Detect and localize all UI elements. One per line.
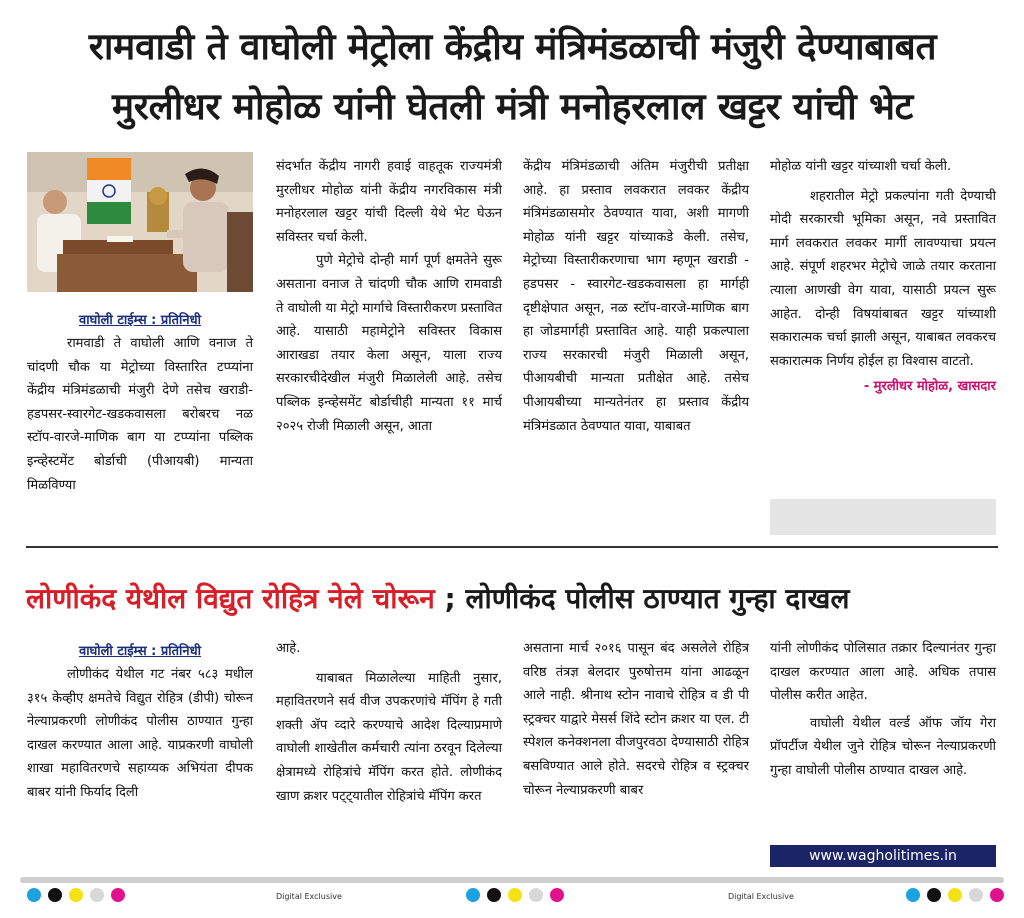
article1-col3-paragraph: केंद्रीय मंत्रिमंडळाची अंतिम मंजुरीची प्रतीक्षा आहे. हा प्रस्ताव लवकरात लवकर केंद्रीय मंत्रिमंडळासमोर ठेवण्यात यावा, अशी मागणी मोहोळ यांनी खट्टर यांच्याकडे केली. तसेच, मेट्रोच्या विस्तारीकरणाचा भाग म्हणून खराडी - हडपसर - स्वारगेट-खडकवासला हा मार्गही दृष्टीक्षेपात असून, नळ स्टॉप-वारजे-माणिक बाग हा जोडमार्गही प्रस्तावित आहे. याही प्रकल्पाला राज्य सरकारची मंजुरी मिळाली असून, पीआयबीची मान्यता प्रतीक्षेत आहे. तसेच पीआयबीच्या मान्यतेनंतर हा प्रस्ताव केंद्रीय मंत्रिमंडळात ठेवण्यात यावा, याबाबत bbox=[523, 159, 749, 434]
article1-col2-paragraph-1: संदर्भात केंद्रीय नागरी हवाई वाहतूक राज्यमंत्री मुरलीधर मोहोळ यांनी केंद्रीय नगरविकास मंत्री मनोहरलाल खट्टर यांची दिल्ली येथे भेट घेऊन सविस्तर चर्चा केली. bbox=[276, 159, 502, 245]
registration-dot bbox=[111, 888, 125, 902]
article2-col3-paragraph: असताना मार्च २०१६ पासून बंद असलेले रोहित्र वरिष्ठ तंत्रज्ञ बेलदार पुरुषोत्तम यांना आढळून आले नाही. श्रीनाथ स्टोन नावाचे रोहित्र व डी पी स्ट्रक्चर याद्वारे मेसर्स शिंदे स्टोन क्रशर या एल. टी स्पेशल कनेक्शनला वीजपुरवठा देण्यासाठी रोहित्र बसविण्यात आले होते. सदरचे रोहित्र व स्ट्रक्चर चोरून नेल्याप्रकरणी बाबर bbox=[523, 641, 749, 798]
registration-dots-left bbox=[27, 888, 125, 902]
article1-col1-paragraph: रामवाडी ते वाघोली आणि वनाज ते चांदणी चौक या मेट्रोच्या विस्तारित टप्प्यांना केंद्रीय मंत्रिमंडळाची मंजुरी देणे तसेच खराडी-हडपसर-स्वारगेट-खडकवासला बरोबरच नळ स्टॉप-वारजे-माणिक बाग या टप्प्यांना पब्लिक इन्व्हेस्टमेंट बोर्डाची (पीआयबी) मान्यता मिळविण्या bbox=[27, 336, 253, 493]
article2-headline-dark: ; लोणीकंद पोलीस ठाण्यात गुन्हा दाखल bbox=[434, 582, 850, 615]
registration-dot bbox=[90, 888, 104, 902]
article1-byline: वाघोली टाईम्स : प्रतिनिधी bbox=[78, 313, 202, 328]
article1-quote: शहरातील मेट्रो प्रकल्पांना गती देण्याची मोदी सरकारची भूमिका असून, नवे प्रस्तावित मार्ग लवकरात लवकर मार्गी लावण्याचा प्रयत्न आहे. संपूर्ण शहरभर मेट्रोचे जाळे तयार करताना त्याला आणखी वेग यावा, यासाठी प्रयत्न सुरू आहेत. दोन्ही विषयांबाबत खट्टर यांच्याशी सकारात्मक चर्चा झाली असून, याबाबत लवकरच सकारात्मक निर्णय होईल हा विश्वास वाटतो. bbox=[770, 188, 996, 369]
article2-byline: वाघोली टाईम्स : प्रतिनिधी bbox=[78, 644, 202, 659]
footer-label-right: Digital Exclusive bbox=[728, 892, 794, 901]
article2-col2-paragraph-1: याबाबत मिळालेल्या माहिती नुसार, महावितरणने सर्व वीज उपकरणांचे मॅपिंग हे गती शक्ती ॲप व्दारे करण्याचे आदेश दिल्याप्रमाणे वाघोली शाखेतील कर्मचारी त्यांना ठरवून दिलेल्या क्षेत्रामध्ये रोहित्रांचे मॅपिंग करत होते. लोणीकंद खाण क्रशर पट्ट्यातील रोहित्रांचे मॅपिंग करत bbox=[276, 670, 502, 804]
registration-dot bbox=[69, 888, 83, 902]
registration-dot bbox=[969, 888, 983, 902]
registration-dot bbox=[466, 888, 480, 902]
registration-dot bbox=[487, 888, 501, 902]
article2-column-1 bbox=[27, 641, 253, 805]
registration-dot bbox=[508, 888, 522, 902]
registration-dot bbox=[48, 888, 62, 902]
registration-dot bbox=[990, 888, 1004, 902]
article2-col1-paragraph: लोणीकंद येथील गट नंबर ५८३ मधील ३१५ केव्हीए क्षमतेचे विद्युत रोहित्र (डीपी) चोरून नेल्याप्रकरणी लोणीकंद पोलीस ठाण्यात गुन्हा दाखल करण्यात आला आहे. याप्रकरणी वाघोली शाखा महावितरणचे सहाय्यक अभियंता दीपक बाबर यांनी फिर्याद दिली bbox=[27, 667, 253, 800]
article1-column-4 bbox=[770, 155, 996, 399]
footer-label-left: Digital Exclusive bbox=[276, 892, 342, 901]
website-url[interactable]: www.wagholitimes.in bbox=[770, 845, 996, 867]
article1-headline-line1: रामवाडी ते वाघोली मेट्रोला केंद्रीय मंत्रिमंडळाची मंजुरी देण्याबाबत bbox=[88, 25, 937, 68]
quote-author: - मुरलीधर मोहोळ, खासदार bbox=[863, 379, 996, 395]
article1-column-3 bbox=[523, 155, 749, 438]
article2-col4-paragraph-2: वाघोली येथील वर्ल्ड ऑफ जॉय गेरा प्रॉपर्टीज येथील जुने रोहित्र चोरून नेल्याप्रकरणी गुन्हा वाघोली पोलीस ठाण्यात दाखल आहे. bbox=[770, 715, 996, 778]
article1-column-1 bbox=[27, 310, 253, 497]
article1-column-2 bbox=[276, 155, 502, 438]
registration-dots-right bbox=[906, 888, 1004, 902]
article1-photo bbox=[27, 152, 253, 292]
article2-column-3 bbox=[523, 637, 749, 802]
article2-column-4 bbox=[770, 637, 996, 783]
registration-dot bbox=[550, 888, 564, 902]
article2-col2-paragraph-0: आहे. bbox=[276, 641, 301, 656]
article2-headline bbox=[26, 573, 1006, 625]
article1-col4-paragraph: मोहोळ यांनी खट्टर यांच्याशी चर्चा केली. bbox=[770, 159, 952, 174]
registration-dot bbox=[927, 888, 941, 902]
registration-dot bbox=[27, 888, 41, 902]
article2-headline-red: लोणीकंद येथील विद्युत रोहित्र नेले चोरून bbox=[26, 582, 435, 615]
article2-column-2 bbox=[276, 637, 502, 808]
registration-dot bbox=[948, 888, 962, 902]
gray-box bbox=[770, 499, 996, 535]
registration-dot bbox=[529, 888, 543, 902]
article2-col4-paragraph-1: यांनी लोणीकंद पोलिसात तक्रार दिल्यानंतर गुन्हा दाखल करण्यात आला आहे. अधिक तपास पोलीस करीत आहेत. bbox=[770, 641, 996, 704]
section-divider bbox=[26, 546, 998, 548]
registration-dot bbox=[906, 888, 920, 902]
article1-col2-paragraph-2: पुणे मेट्रोचे दोन्ही मार्ग पूर्ण क्षमतेने सुरू असताना वनाज ते चांदणी चौक आणि रामवाडी ते वाघोली या मेट्रो मार्गाचे विस्तारीकरण प्रस्तावित आहे. यासाठी महामेट्रोने सविस्तर विकास आराखडा तयार केला असून, याला राज्य सरकारचीदेखील मंजुरी मिळालेली आहे. तसेच पब्लिक इन्व्हेसमेंट बोर्डाचीही मान्यता ११ मार्च २०२५ रोजी मिळाली असून, आता bbox=[276, 253, 502, 434]
registration-dots-center bbox=[466, 888, 564, 902]
footer-bar bbox=[20, 877, 1004, 883]
article1-headline-line2: मुरलीधर मोहोळ यांनी घेतली मंत्री मनोहरलाल खट्टर यांची भेट bbox=[111, 85, 914, 128]
